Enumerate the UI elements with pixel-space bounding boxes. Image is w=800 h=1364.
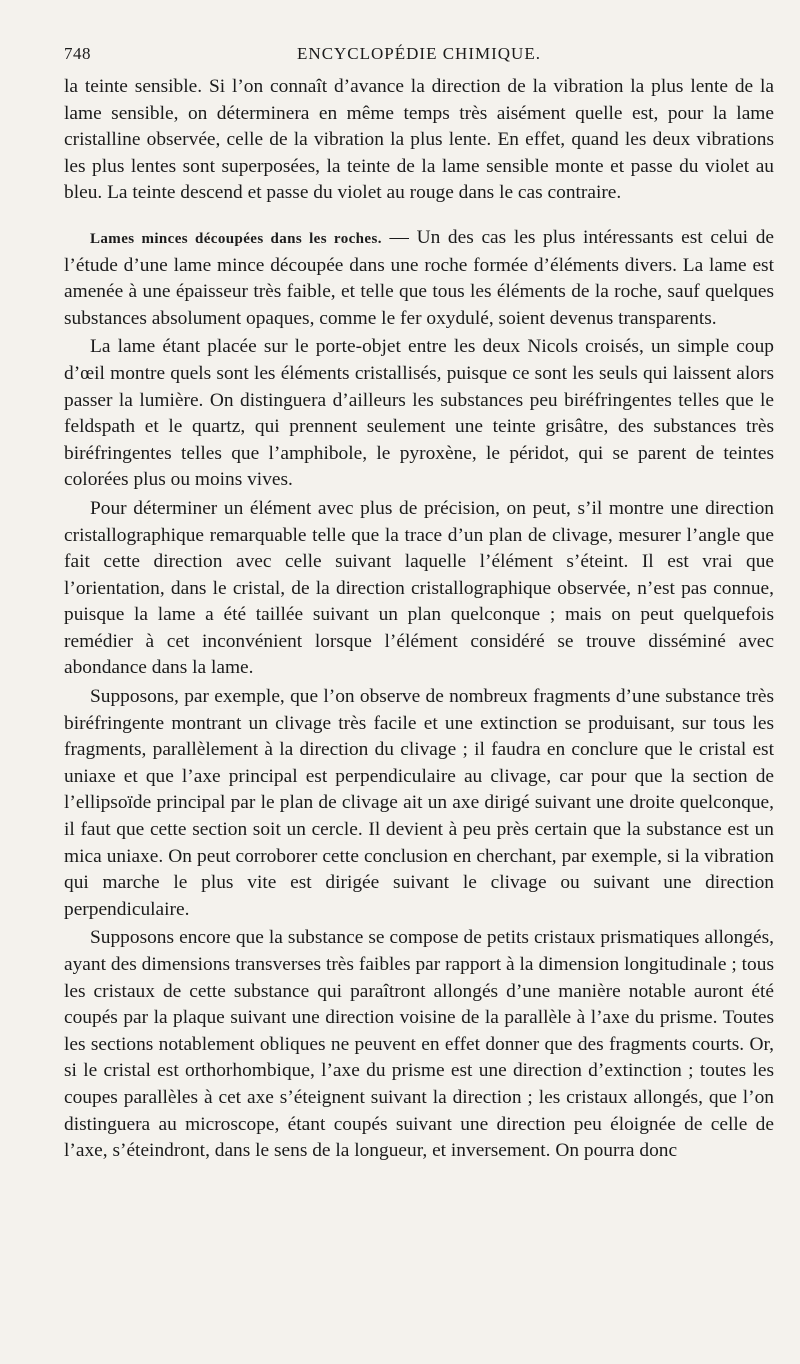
paragraph: Pour déterminer un élément avec plus de précision, on peut, s’il montre une direction cristallographique remarquable telle que la trace d’un plan de clivage, mesurer l’angle que fait cette direction avec celle suivant laquelle l’élément s’éteint. Il est vrai que l’orientation, dans le cristal, de la direction cristallographique observée, n’est pas connue, puisque la lame a été taillée suivant un plan quelconque ; mais on peut quelquefois remédier à cet inconvénient lorsque l’élément considéré se trouve disséminé avec abondance dans la lame. xyxy=(64,497,774,679)
running-title: ENCYCLOPÉDIE CHIMIQUE. xyxy=(297,44,541,63)
paragraph: La lame étant placée sur le porte-objet entre les deux Nicols croisés, un simple coup d’œil montre quels sont les éléments cristallisés, puisque ce sont les seuls qui laissent alors passer la lumière. On distinguera d’ailleurs les substances peu biréfringentes telles que le feldspath et le quartz, qui prennent seulement une teinte grisâtre, des substances très biréfringentes telles que l’amphibole, le pyroxène, le péridot, qui se parent de teintes colorées plus ou moins vives. xyxy=(64,336,774,491)
page-number: 748 xyxy=(64,44,91,63)
paragraph-continued: la teinte sensible. Si l’on connaît d’avance la direction de la vibration la plus lente de la lame sensible, on déterminera en même temps très aisément quelle est, pour la lame cristalline observée, celle de la vibration la plus lente. En effet, quand les deux vibrations les plus lentes sont superposées, la teinte de la lame sensible monte et passe du violet au bleu. La teinte descend et passe du violet au rouge dans le cas contraire. xyxy=(64,76,774,204)
paragraph: Supposons, par exemple, que l’on observe de nombreux fragments d’une substance très biréfringente montrant un clivage très facile et une extinction se produisant, sur tous les fragments, parallèlement à la direction du clivage ; il faudra en conclure que le cristal est uniaxe et que l’axe principal est perpendiculaire au clivage, car pour que la section de l’ellipsoïde principal par le plan de clivage ait un axe dirigé suivant une droite quelconque, il faut que cette section soit un cercle. Il devient à peu près certain que la substance est un mica uniaxe. On peut corroborer cette conclusion en cherchant, par exemple, si la vibration qui marche le plus vite est dirigée suivant le clivage ou suivant une direction perpendiculaire. xyxy=(64,686,774,920)
paragraph: Supposons encore que la substance se compose de petits cristaux prismatiques allongés, ayant des dimensions transverses très faibles par rapport à la dimension longitudinale ; tous les cristaux de cette substance qui paraîtront allongés d’une manière notable auront été coupés par la plaque suivant une direction voisine de la parallèle à l’axe du prisme. Toutes les sections notablement obliques ne peuvent en effet donner que des fragments courts. Or, si le cristal est orthorhombique, l’axe du prisme est une direction d’extinction ; toutes les coupes parallèles à cet axe s’éteignent suivant la direction ; les cristaux allongés, que l’on distinguera au microscope, étant coupés suivant une direction peu éloignée de celle de l’axe, s’éteindront, dans le sens de la longueur, et inversement. On pourra donc xyxy=(64,927,774,1162)
paragraph-text: — Un des cas les plus intéressants est celui de l’étude d’une lame mince découpée dans une roche formée d’éléments divers. La lame est amenée à une épaisseur très faible, et telle que tous les éléments de la roche, sauf quelques substances absolument opaques, comme le fer oxydulé, soient devenus transparents. xyxy=(64,226,774,329)
paragraph-section-lames-minces xyxy=(64,225,774,332)
page-header xyxy=(64,44,774,70)
section-heading: Lames minces découpées dans les roches. xyxy=(90,230,382,247)
page-body xyxy=(64,74,774,1165)
